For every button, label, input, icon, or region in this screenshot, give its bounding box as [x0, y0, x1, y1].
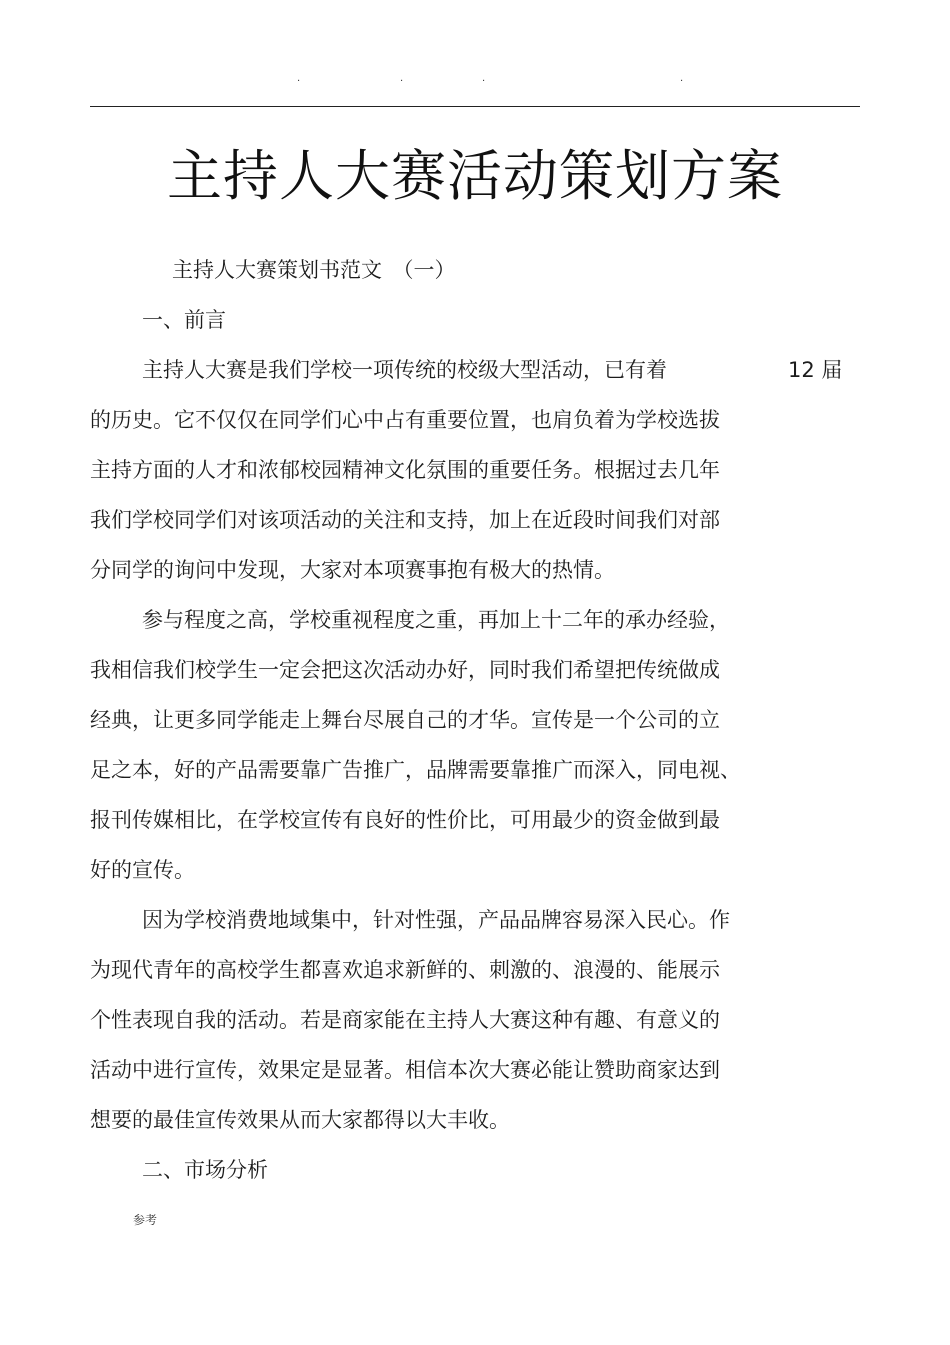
subtitle: 主持人大赛策划书范文 （一）: [172, 258, 456, 282]
paragraph-line: 我们学校同学们对该项活动的关注和支持，加上在近段时间我们对部: [90, 508, 720, 532]
paragraph-line: 个性表现自我的活动。若是商家能在主持人大赛这种有趣、有意义的: [90, 1008, 720, 1032]
header-dot: .: [482, 73, 486, 84]
header-dot: .: [400, 73, 404, 84]
paragraph-line: 因为学校消费地域集中，针对性强，产品品牌容易深入民心。作: [142, 908, 730, 932]
paragraph-line: 想要的最佳宣传效果从而大家都得以大丰收。: [90, 1108, 510, 1132]
paragraph-line: 好的宣传。: [90, 858, 195, 882]
paragraph-line: 经典，让更多同学能走上舞台尽展自己的才华。宣传是一个公司的立: [90, 708, 720, 732]
paragraph-line: 足之本，好的产品需要靠广告推广，品牌需要靠推广而深入，同电视、: [90, 758, 741, 782]
paragraph-line: 主持方面的人才和浓郁校园精神文化氛围的重要任务。根据过去几年: [90, 458, 720, 482]
paragraph-line: 我相信我们校学生一定会把这次活动办好，同时我们希望把传统做成: [90, 658, 720, 682]
header-dot: .: [680, 73, 684, 84]
paragraph-line: 分同学的询问中发现，大家对本项赛事抱有极大的热情。: [90, 558, 615, 582]
header-rule: [90, 106, 860, 107]
page-title: 主持人大赛活动策划方案: [166, 144, 783, 208]
section-heading-market-analysis: 二、市场分析: [142, 1158, 268, 1182]
paragraph-line: 为现代青年的高校学生都喜欢追求新鲜的、刺激的、浪漫的、能展示: [90, 958, 720, 982]
paragraph-line: 参与程度之高，学校重视程度之重，再加上十二年的承办经验，: [142, 608, 730, 632]
paragraph-line: 报刊传媒相比，在学校宣传有良好的性价比，可用最少的资金做到最: [90, 808, 720, 832]
section-heading-preface: 一、前言: [142, 308, 226, 332]
paragraph-line: 活动中进行宣传，效果定是显著。相信本次大赛必能让赞助商家达到: [90, 1058, 720, 1082]
paragraph-line: 的历史。它不仅仅在同学们心中占有重要位置，也肩负着为学校选拔: [90, 408, 720, 432]
page-footer: 参考: [133, 1213, 158, 1227]
header-dot: .: [297, 73, 301, 84]
session-count: 12 届: [788, 358, 843, 382]
paragraph-line: 主持人大赛是我们学校一项传统的校级大型活动，已有着: [142, 358, 667, 382]
